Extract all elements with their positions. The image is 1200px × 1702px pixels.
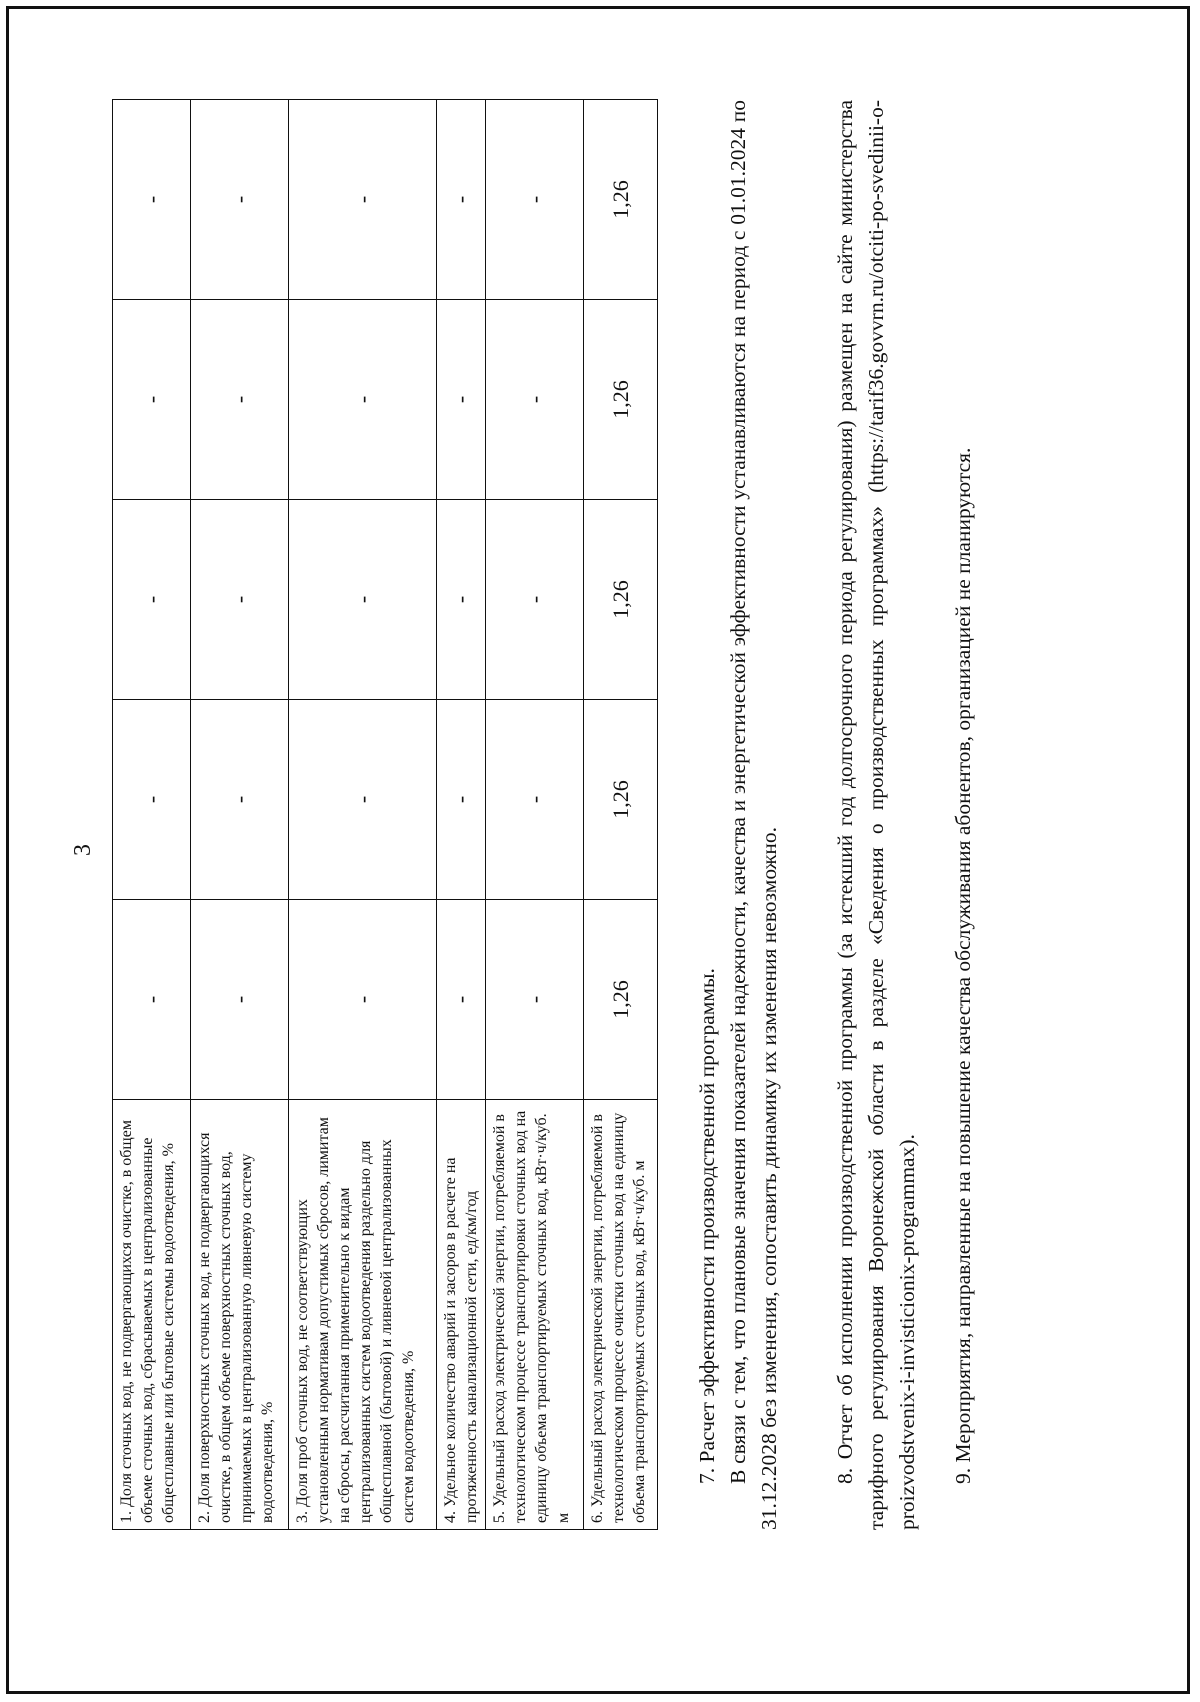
cell-value: -	[113, 300, 191, 500]
section-8-text: 8. Отчет об исполнении производственной программы (за истекший год долгосрочного периода регулирования) размещен на сайте министерства тарифного регулирования Воронежской области в разделе «Сведения о производственных программах» (https://tarif36.govvrn.ru/otciti-po-svedinii-o-proizvodstvenix-i-invisticionix-programmax).	[833, 100, 919, 1530]
row-label: 4. Удельное количество аварий и засоров в расчете на протяженность канализационной сети, ед/км/год	[437, 1100, 486, 1530]
cell-value: 1,26	[584, 900, 658, 1100]
table-row	[113, 100, 191, 1530]
cell-value: -	[289, 500, 437, 700]
cell-value: -	[486, 900, 584, 1100]
page-number: 3	[70, 844, 96, 856]
section-9	[948, 100, 979, 1530]
cell-value: -	[113, 700, 191, 900]
cell-value: -	[289, 700, 437, 900]
cell-value: 1,26	[584, 100, 658, 300]
cell-value: 1,26	[584, 300, 658, 500]
cell-value: -	[437, 500, 486, 700]
cell-value: -	[437, 700, 486, 900]
cell-value: -	[486, 100, 584, 300]
section-9-text: 9. Мероприятия, направленные на повышение качества обслуживания абонентов, организацией не планируются.	[951, 447, 975, 1484]
table-row	[486, 100, 584, 1530]
table-row	[191, 100, 289, 1530]
cell-value: -	[113, 500, 191, 700]
cell-value: -	[289, 300, 437, 500]
cell-value: -	[437, 100, 486, 300]
section-7	[692, 100, 785, 1530]
cell-value: -	[486, 300, 584, 500]
row-label: 1. Доля сточных вод, не подвергающихся очистке, в общем объеме сточных вод, сбрасываемых в централизованные общесплавные или бытовые системы водоотведения, %	[113, 1100, 191, 1530]
cell-value: -	[437, 300, 486, 500]
cell-value: -	[191, 900, 289, 1100]
rotated-page-content	[70, 50, 1130, 1650]
cell-value: -	[191, 500, 289, 700]
cell-value: -	[191, 700, 289, 900]
row-label: 2. Доля поверхностных сточных вод, не подвергающихся очистке, в общем объеме поверхностных сточных вод, принимаемых в централизованную ливневую систему водоотведения, %	[191, 1100, 289, 1530]
table-row	[584, 100, 658, 1530]
indicators-table	[112, 99, 658, 1530]
row-label: 6. Удельный расход электрической энергии, потребляемой в технологическом процессе очистки сточных вод на единицу объема транспортируемых сточных вод, кВт·ч/куб. м	[584, 1100, 658, 1530]
cell-value: -	[191, 100, 289, 300]
cell-value: -	[437, 900, 486, 1100]
cell-value: -	[191, 300, 289, 500]
row-label: 3. Доля проб сточных вод, не соответствующих установленным нормативам допустимых сбросов, лимитам на сбросы, рассчитанная применительно к видам централизованных систем водоотведения раздельно для общесплавной (бытовой) и ливневой централизованных систем водоотведения, %	[289, 1100, 437, 1530]
cell-value: -	[113, 900, 191, 1100]
cell-value: 1,26	[584, 500, 658, 700]
table-row	[289, 100, 437, 1530]
section-7-text: В связи с тем, что плановые значения показателей надежности, качества и энергетической эффективности устанавливаются на период с 01.01.2024 по 31.12.2028 без изменения, сопоставить динамику их изменения невозможно.	[726, 100, 781, 1530]
section-8	[830, 100, 923, 1530]
cell-value: -	[289, 100, 437, 300]
cell-value: -	[486, 700, 584, 900]
cell-value: -	[113, 100, 191, 300]
cell-value: 1,26	[584, 700, 658, 900]
cell-value: -	[486, 500, 584, 700]
section-7-heading: 7. Расчет эффективности производственной программы.	[695, 968, 719, 1484]
table-row	[437, 100, 486, 1530]
row-label: 5. Удельный расход электрической энергии, потребляемой в технологическом процессе транспортировки сточных вод на единицу объема транспортируемых сточных вод, кВт·ч/куб. м	[486, 1100, 584, 1530]
cell-value: -	[289, 900, 437, 1100]
